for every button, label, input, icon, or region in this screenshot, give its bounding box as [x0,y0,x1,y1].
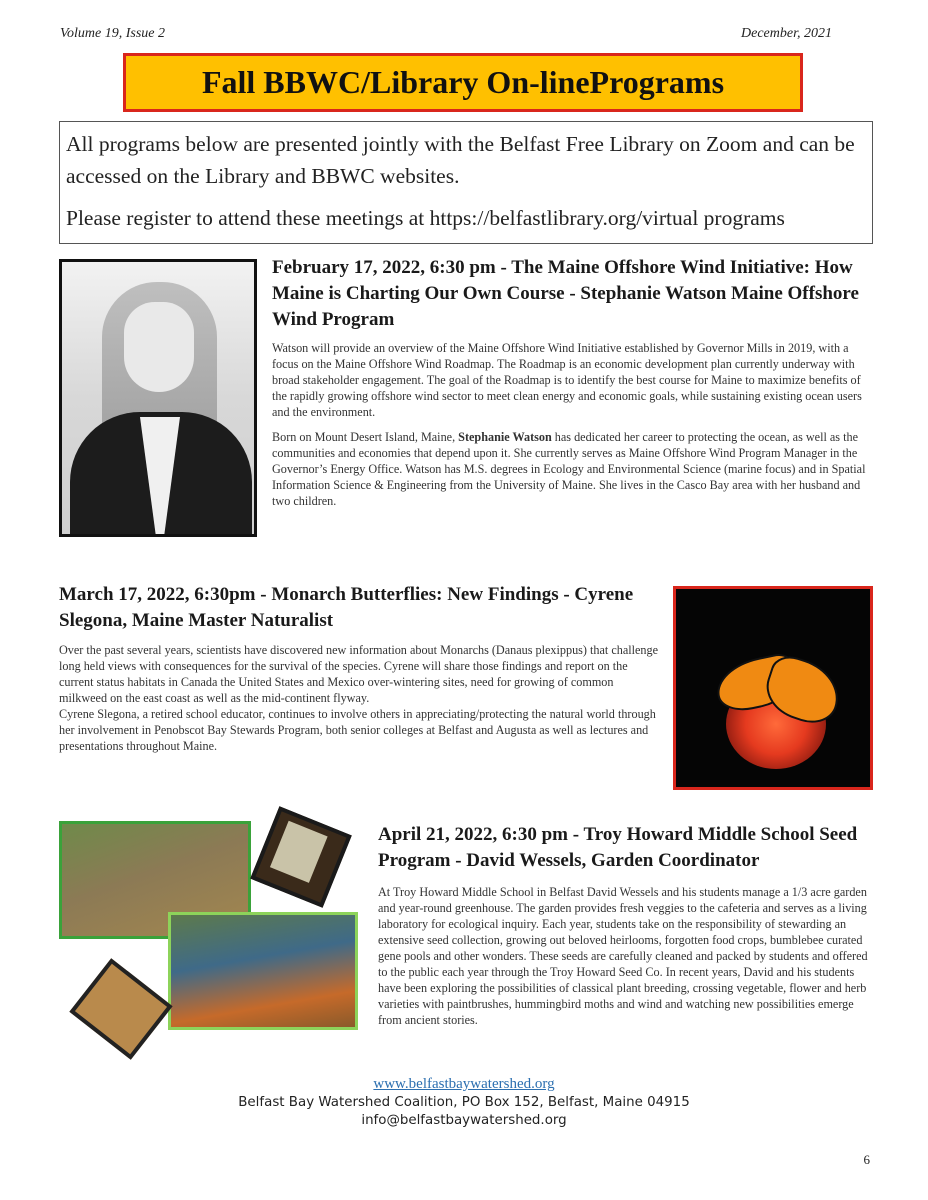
title-banner [123,53,803,112]
program-title: February 17, 2022, 6:30 pm - The Maine Offshore Wind Initiative: How Maine is Charting Our Own Course - Stephanie Watson Maine Offshore Wind Program [272,257,859,330]
students-carrots-photo [168,912,358,1030]
program-description [59,642,664,754]
program-description [378,884,874,1037]
program-paragraph: At Troy Howard Middle School in Belfast David Wessels and his students manage a 1/3 acre garden and year-round greenhouse. The garden provides fresh veggies to the cafeteria and serves as a living laboratory for ecological inquiry. Each year, students take on the responsibility of stewarding an extensive seed collection, growing out beloved heirlooms, forgotten food crops, bumblebee curated gene pools and other wonders. These seeds are carefully cleaned and packed by students and offered to the public each year through the Troy Howard Seed Co. In recent years, David and his students have been exploring the possibilities of classical plant breeding, crossing vegetable, flower and herb varieties with paintbrushes, hummingbird moths and wind and watching new possibilities emerge from ancient stories. [378,885,868,1027]
contact-email: info@belfastbaywatershed.org [361,1113,567,1128]
speaker-photo-watson [59,259,257,537]
issue-label: Volume 19, Issue 2 [60,26,165,41]
speaker-bio: Cyrene Slegona, a retired school educator, continues to involve others in appreciating/protecting the natural world through her involvement in Penobscot Bay Stewards Program, both senior colleges at Belfast and Augusta as well as lectures and presentations throughout Maine. [59,707,656,753]
intro-text: All programs below are presented jointly with the Belfast Free Library on Zoom and can be accessed on the Library and BBWC websites. [66,132,855,188]
program-description [272,340,872,518]
intro-box [59,121,873,244]
website-link[interactable]: www.belfastbaywatershed.org [373,1076,555,1092]
speaker-bio: Born on Mount Desert Island, Maine, Stephanie Watson has dedicated her career to protecting the ocean, as well as the communities and economies that depend upon it. She currently serves as Maine Offshore Wind Program Manager in the Governor’s Energy Office. Watson has M.S. degrees in Ecology and Environmental Science (marine focus) and in Spatial Information Science & Engineering from the University of Maine. She lives in the Casco Bay area with her husband and two children. [272,430,866,508]
program-paragraph: Watson will provide an overview of the Maine Offshore Wind Initiative established by Governor Mills in 2019, with a focus on the Maine Offshore Wind Roadmap. The Roadmap is an economic development plan currently underway with broad stakeholder engagement. The goal of the Roadmap is to identify the best course for Maine to maximize benefits of the rapidly growing offshore wind sector to meet clean energy and economic goals, while sustaining existing ocean users and the environment. [272,341,862,419]
speaker-name: Stephanie Watson [458,430,552,444]
registration-text: Please register to attend these meetings at https://belfastlibrary.org/virtual programs [66,206,785,230]
page-title: Fall BBWC/Library On-linePrograms [201,64,725,100]
program-paragraph: Over the past several years, scientists have discovered new information about Monarchs (Danaus plexippus) that challenge long held views with consequences for the survival of the species. Cyrene will share those findings and report on the current status habitats in Canada the United States and Mexico over-wintering sites, need for growing of common milkweed on the east coast as well as the mid-continent flyway. [59,643,659,705]
page-number: 6 [863,1152,870,1167]
mailing-address: Belfast Bay Watershed Coalition, PO Box 152, Belfast, Maine 04915 [238,1095,690,1110]
program-title: April 21, 2022, 6:30 pm - Troy Howard Middle School Seed Program - David Wessels, Garden Coordinator [378,824,858,871]
issue-date: December, 2021 [741,26,832,41]
seed-envelope-photo [69,958,172,1060]
monarch-butterfly-photo [673,586,873,790]
program-title: March 17, 2022, 6:30pm - Monarch Butterflies: New Findings - Cyrene Slegona, Maine Master Naturalist [59,584,634,631]
seed-card-photo [250,806,352,908]
